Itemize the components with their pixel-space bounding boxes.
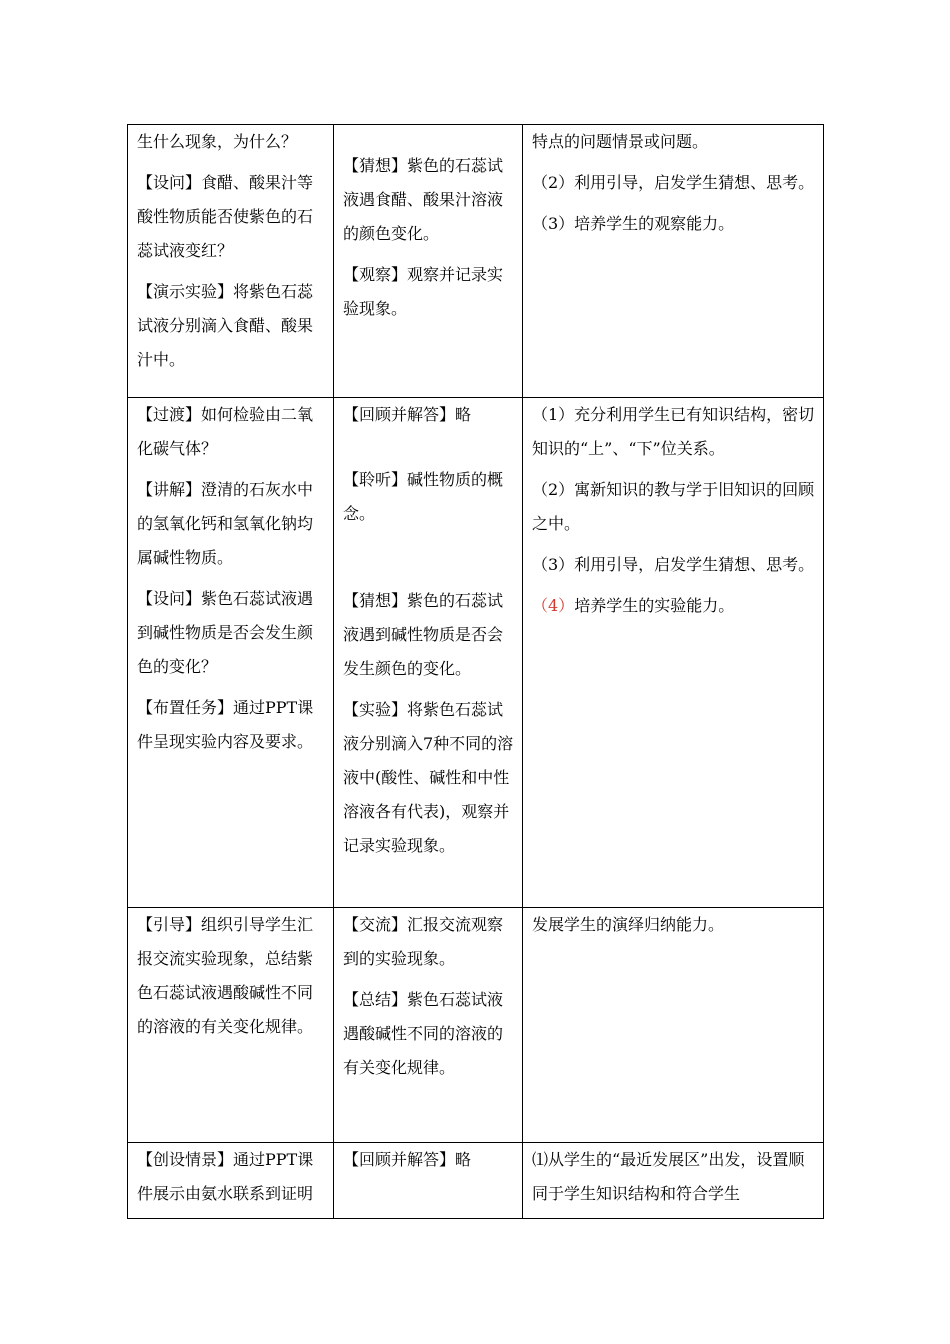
paragraph: 特点的问题情景或问题。 (532, 132, 709, 151)
spacer (343, 538, 514, 584)
student-activity-cell (334, 125, 523, 398)
table-row (128, 125, 824, 398)
paragraph: 【设问】紫色石蕊试液遇到碱性物质是否会发生颜色的变化？ (137, 589, 314, 676)
paragraph: 【交流】汇报交流观察到的实验现象。 (343, 915, 504, 968)
paragraph: 【回顾并解答】略 (343, 1150, 472, 1169)
paragraph: 【观察】观察并记录实验现象。 (343, 265, 504, 318)
paragraph (532, 589, 815, 623)
lesson-plan-table (127, 124, 824, 1219)
paragraph: 【布置任务】通过PPT课件呈现实验内容及要求。 (137, 698, 314, 751)
teacher-activity-cell (128, 125, 334, 398)
paragraph: 【设问】食醋、酸果汁等酸性物质能否使紫色的石蕊试液变红？ (137, 173, 314, 260)
paragraph: （2）利用引导，启发学生猜想、思考。 (532, 173, 815, 192)
paragraph: 【创设情景】通过PPT课件展示由氨水联系到证明 (137, 1150, 314, 1203)
paragraph: 【实验】将紫色石蕊试液分别滴入7种不同的溶液中(酸性、碱性和中性溶液各有代表)，观察并记录实验现象。 (343, 700, 514, 855)
table-row (128, 1143, 824, 1219)
spacer (343, 439, 514, 463)
paragraph: 【聆听】碱性物质的概念。 (343, 470, 504, 523)
student-activity-cell (334, 908, 523, 1143)
paragraph: 【演示实验】将紫色石蕊试液分别滴入食醋、酸果汁中。 (137, 282, 314, 369)
teacher-activity-cell (128, 1143, 334, 1219)
paragraph: （2）寓新知识的教与学于旧知识的回顾之中。 (532, 480, 815, 533)
paragraph: 生什么现象，为什么？ (137, 132, 298, 151)
paragraph: 【引导】组织引导学生汇报交流实验现象，总结紫色石蕊试液遇酸碱性不同的溶液的有关变化规律。 (137, 915, 314, 1036)
table-row (128, 398, 824, 908)
teacher-activity-cell (128, 908, 334, 1143)
paragraph: 【猜想】紫色的石蕊试液遇食醋、酸果汁溶液的颜色变化。 (343, 156, 504, 243)
teacher-activity-cell (128, 398, 334, 908)
paragraph: ⑴从学生的“最近发展区”出发，设置顺同于学生知识结构和符合学生 (532, 1150, 805, 1203)
paragraph: （3）培养学生的观察能力。 (532, 214, 735, 233)
paragraph-text: 培养学生的实验能力。 (574, 596, 735, 615)
paragraph: 【总结】紫色石蕊试液遇酸碱性不同的溶液的有关变化规律。 (343, 990, 504, 1077)
item-number-highlight: （4） (532, 596, 575, 615)
paragraph: （3）利用引导，启发学生猜想、思考。 (532, 555, 815, 574)
paragraph: 【过渡】如何检验由二氧化碳气体？ (137, 405, 314, 458)
paragraph: 【猜想】紫色的石蕊试液遇到碱性物质是否会发生颜色的变化。 (343, 591, 504, 678)
design-intent-cell (523, 398, 824, 908)
paragraph: 【回顾并解答】略 (343, 405, 472, 424)
student-activity-cell (334, 398, 523, 908)
design-intent-cell (523, 125, 824, 398)
paragraph: 【讲解】澄清的石灰水中的氢氧化钙和氢氧化钠均属碱性物质。 (137, 480, 314, 567)
table-row (128, 908, 824, 1143)
design-intent-cell (523, 1143, 824, 1219)
design-intent-cell (523, 908, 824, 1143)
paragraph: 发展学生的演绎归纳能力。 (532, 915, 725, 934)
spacer (343, 125, 514, 149)
paragraph: （1）充分利用学生已有知识结构，密切知识的“上”、“下”位关系。 (532, 405, 815, 458)
student-activity-cell (334, 1143, 523, 1219)
